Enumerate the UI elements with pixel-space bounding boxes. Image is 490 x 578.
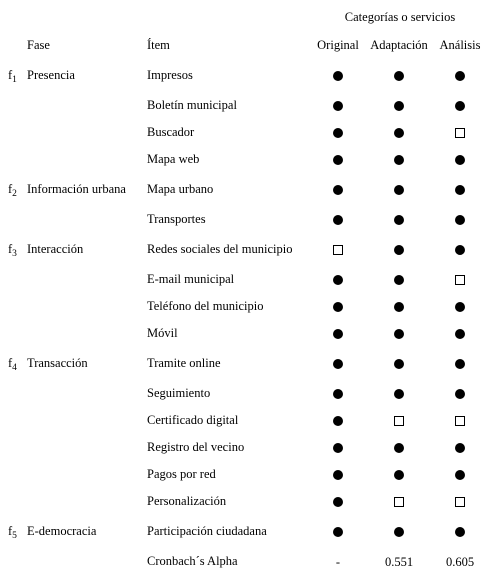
item-name: Móvil	[147, 326, 178, 340]
table-row	[0, 272, 490, 292]
phase-number: $f_5$	[8, 524, 17, 541]
filled-circle-icon	[455, 185, 465, 195]
cell-analisis	[445, 386, 475, 402]
item-name: Registro del vecino	[147, 440, 245, 454]
cell-analisis	[445, 440, 475, 456]
empty-square-icon	[455, 128, 465, 138]
table-row	[0, 299, 490, 319]
item-name: Teléfono del municipio	[147, 299, 264, 313]
table-row	[0, 125, 490, 145]
empty-square-icon	[455, 275, 465, 285]
phase-number: $f_3$	[8, 242, 17, 259]
filled-circle-icon	[394, 470, 404, 480]
table-row	[0, 68, 490, 88]
cell-adaptacion	[384, 356, 414, 372]
cell-original	[323, 125, 353, 141]
phase-name: Información urbana	[27, 182, 126, 196]
cronbach-alpha-row	[0, 554, 490, 574]
item-name: Impresos	[147, 68, 193, 82]
item-name: Tramite online	[147, 356, 221, 370]
filled-circle-icon	[455, 155, 465, 165]
cell-analisis	[445, 413, 475, 429]
phase-number: $f_2$	[8, 182, 17, 199]
cell-adaptacion	[384, 494, 414, 510]
table-row	[0, 386, 490, 406]
table-row	[0, 440, 490, 460]
alpha-adaptacion: 0.551	[384, 555, 414, 569]
phase-name: Interacción	[27, 242, 84, 256]
filled-circle-icon	[333, 275, 343, 285]
cell-analisis	[445, 68, 475, 84]
filled-circle-icon	[455, 71, 465, 81]
cell-adaptacion	[384, 413, 414, 429]
item-name: Seguimiento	[147, 386, 211, 400]
alpha-original: -	[335, 555, 341, 569]
item-name: Participación ciudadana	[147, 524, 267, 538]
filled-circle-icon	[394, 302, 404, 312]
cell-adaptacion	[384, 272, 414, 288]
filled-circle-icon	[333, 302, 343, 312]
table-row	[0, 467, 490, 487]
filled-circle-icon	[333, 185, 343, 195]
cell-original	[323, 326, 353, 342]
cell-analisis	[445, 356, 475, 372]
filled-circle-icon	[394, 245, 404, 255]
empty-square-icon	[333, 245, 343, 255]
table-row	[0, 152, 490, 172]
cell-analisis	[445, 125, 475, 141]
filled-circle-icon	[455, 302, 465, 312]
item-name: E-mail municipal	[147, 272, 235, 286]
table-row	[0, 182, 490, 202]
cell-adaptacion	[384, 524, 414, 540]
cell-original	[323, 524, 353, 540]
filled-circle-icon	[455, 470, 465, 480]
filled-circle-icon	[394, 215, 404, 225]
phase-name: E-democracia	[27, 524, 97, 538]
filled-circle-icon	[333, 128, 343, 138]
table-row	[0, 242, 490, 262]
column-header-fase: Fase	[27, 38, 50, 52]
cell-original	[323, 413, 353, 429]
empty-square-icon	[455, 416, 465, 426]
column-header-analisis: Análisis	[439, 38, 481, 52]
item-name: Pagos por red	[147, 467, 216, 481]
cell-analisis	[445, 242, 475, 258]
cell-analisis	[445, 467, 475, 483]
filled-circle-icon	[394, 185, 404, 195]
cell-original	[323, 212, 353, 228]
item-name: Personalización	[147, 494, 227, 508]
cell-original	[323, 152, 353, 168]
filled-circle-icon	[333, 470, 343, 480]
cell-adaptacion	[384, 98, 414, 114]
cell-original	[323, 242, 353, 258]
filled-circle-icon	[455, 101, 465, 111]
filled-circle-icon	[333, 329, 343, 339]
item-name: Mapa urbano	[147, 182, 214, 196]
cell-analisis	[445, 152, 475, 168]
cell-adaptacion	[384, 326, 414, 342]
filled-circle-icon	[394, 389, 404, 399]
table-row	[0, 326, 490, 346]
item-name: Certificado digital	[147, 413, 239, 427]
phase-name: Presencia	[27, 68, 75, 82]
cell-adaptacion	[384, 242, 414, 258]
cell-adaptacion	[384, 182, 414, 198]
item-name: Redes sociales del municipio	[147, 242, 293, 256]
filled-circle-icon	[333, 215, 343, 225]
item-name: Transportes	[147, 212, 206, 226]
cell-adaptacion	[384, 299, 414, 315]
phase-number: $f_4$	[8, 356, 17, 373]
cell-original	[323, 299, 353, 315]
filled-circle-icon	[394, 329, 404, 339]
empty-square-icon	[394, 416, 404, 426]
cell-analisis	[445, 494, 475, 510]
cronbach-alpha-label: Cronbach´s Alpha	[147, 554, 238, 568]
item-name: Buscador	[147, 125, 195, 139]
cell-analisis	[445, 326, 475, 342]
cell-adaptacion	[384, 467, 414, 483]
filled-circle-icon	[394, 101, 404, 111]
filled-circle-icon	[455, 245, 465, 255]
item-name: Mapa web	[147, 152, 200, 166]
cell-analisis	[445, 299, 475, 315]
categories-title: Categorías o servicios	[344, 10, 456, 24]
filled-circle-icon	[333, 527, 343, 537]
cell-original	[323, 467, 353, 483]
filled-circle-icon	[455, 215, 465, 225]
cell-analisis	[445, 272, 475, 288]
table-row	[0, 413, 490, 433]
cell-adaptacion	[384, 386, 414, 402]
cell-original	[323, 68, 353, 84]
cell-original	[323, 440, 353, 456]
phase-name: Transacción	[27, 356, 88, 370]
phase-number: $f_1$	[8, 68, 17, 85]
table-row	[0, 98, 490, 118]
cell-analisis	[445, 212, 475, 228]
filled-circle-icon	[333, 416, 343, 426]
filled-circle-icon	[333, 497, 343, 507]
filled-circle-icon	[394, 527, 404, 537]
filled-circle-icon	[333, 443, 343, 453]
cell-analisis	[445, 98, 475, 114]
filled-circle-icon	[333, 389, 343, 399]
filled-circle-icon	[394, 71, 404, 81]
filled-circle-icon	[455, 527, 465, 537]
item-name: Boletín municipal	[147, 98, 237, 112]
column-header-adaptacion: Adaptación	[370, 38, 428, 52]
cell-original	[323, 272, 353, 288]
filled-circle-icon	[333, 359, 343, 369]
column-header-original: Original	[317, 38, 359, 52]
cell-original	[323, 98, 353, 114]
filled-circle-icon	[333, 155, 343, 165]
cell-adaptacion	[384, 440, 414, 456]
filled-circle-icon	[394, 359, 404, 369]
filled-circle-icon	[394, 275, 404, 285]
table-row	[0, 524, 490, 544]
filled-circle-icon	[333, 71, 343, 81]
filled-circle-icon	[455, 389, 465, 399]
cell-adaptacion	[384, 212, 414, 228]
filled-circle-icon	[394, 155, 404, 165]
filled-circle-icon	[394, 128, 404, 138]
cell-analisis	[445, 182, 475, 198]
cell-adaptacion	[384, 68, 414, 84]
table-row	[0, 494, 490, 514]
filled-circle-icon	[455, 329, 465, 339]
cell-original	[323, 386, 353, 402]
cell-adaptacion	[384, 125, 414, 141]
alpha-analisis: 0.605	[445, 555, 475, 569]
cell-original	[323, 356, 353, 372]
cell-original	[323, 494, 353, 510]
empty-square-icon	[455, 497, 465, 507]
table-row	[0, 212, 490, 232]
filled-circle-icon	[455, 443, 465, 453]
filled-circle-icon	[394, 443, 404, 453]
cell-original	[323, 182, 353, 198]
table-row	[0, 356, 490, 376]
column-header-item: Ítem	[147, 38, 170, 52]
cell-analisis	[445, 524, 475, 540]
empty-square-icon	[394, 497, 404, 507]
filled-circle-icon	[455, 359, 465, 369]
cell-adaptacion	[384, 152, 414, 168]
filled-circle-icon	[333, 101, 343, 111]
